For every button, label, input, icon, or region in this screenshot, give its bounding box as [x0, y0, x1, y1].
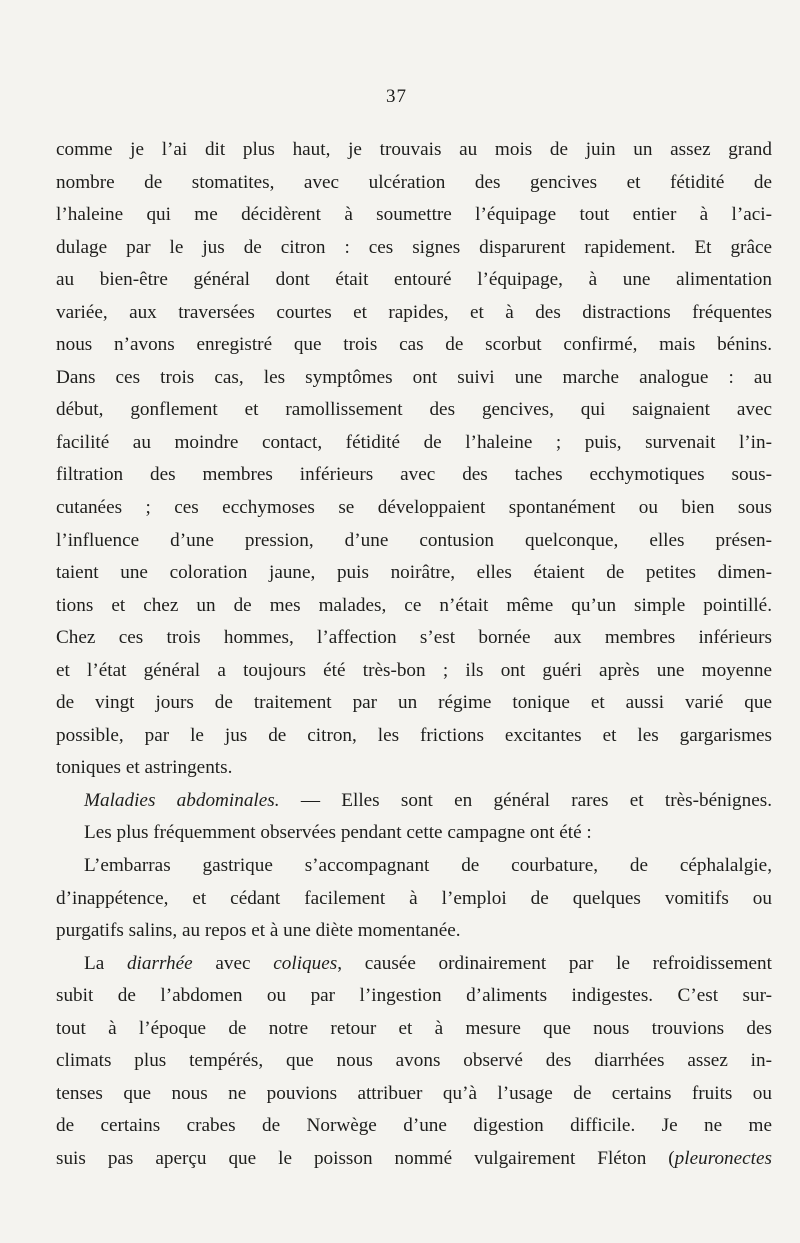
text-line: toniques et astringents.: [56, 757, 233, 779]
text-line: de certains crabes de Norwège d’une digestion difficile. Je ne me: [56, 1115, 772, 1137]
text-line: taient une coloration jaune, puis noirâtre, elles étaient de petites dimen-: [56, 562, 772, 584]
term-diarrhee: diarrhée: [126, 952, 193, 974]
paragraph-diarrhea: [56, 948, 772, 1176]
paragraph-abdominal: [56, 785, 772, 850]
heading-continuation: — Elles sont en général rares et très-bénignes.: [279, 789, 772, 811]
text-line: [56, 948, 772, 981]
text-line: début, gonflement et ramollissement des gencives, qui saignaient avec: [56, 399, 772, 421]
text-line: dulage par le jus de citron : ces signes disparurent rapidement. Et grâce: [56, 236, 772, 258]
text-line: tout à l’époque de notre retour et à mesure que nous trouvions des: [56, 1017, 772, 1039]
text-line: [56, 785, 772, 818]
paragraph-gastric: [56, 850, 772, 948]
text-line: de vingt jours de traitement par un régime tonique et aussi varié que: [56, 692, 772, 714]
body-text: [56, 134, 772, 1176]
lead-text: La: [84, 952, 127, 974]
text-line: d’inappétence, et cédant facilement à l’emploi de quelques vomitifs ou: [56, 887, 772, 909]
text-line: facilité au moindre contact, fétidité de l’haleine ; puis, survenait l’in-: [56, 431, 772, 453]
text-line: [56, 1143, 772, 1176]
text-line: au bien-être général dont était entouré l’équipage, à une alimentation: [56, 269, 772, 291]
text-line: tenses que nous ne pouvions attribuer qu’à l’usage de certains fruits ou: [56, 1082, 772, 1104]
term-pleuronectes: pleuronectes: [674, 1147, 772, 1169]
text-line: possible, par le jus de citron, les frictions excitantes et les gargarismes: [56, 724, 772, 746]
text-line: purgatifs salins, au repos et à une diète momentanée.: [56, 920, 461, 942]
text-line: L’embarras gastrique s’accompagnant de courbature, de céphalalgie,: [84, 855, 772, 877]
section-heading: Maladies abdominales.: [84, 789, 280, 811]
text-line: cutanées ; ces ecchymoses se développaient spontanément ou bien sous: [56, 497, 772, 519]
lead-rest-text: , causée ordinairement par le refroidissement: [337, 952, 772, 974]
text-line: nous n’avons enregistré que trois cas de scorbut confirmé, mais bénins.: [56, 334, 772, 356]
text-line: Les plus fréquemment observées pendant cette campagne ont été :: [84, 822, 592, 844]
tail-text: suis pas aperçu que le poisson nommé vulgairement Fléton (: [56, 1147, 675, 1169]
text-line: comme je l’ai dit plus haut, je trouvais au mois de juin un assez grand: [56, 139, 772, 160]
lead-mid-text: avec: [192, 952, 274, 974]
text-line: l’haleine qui me décidèrent à soumettre l’équipage tout entier à l’aci-: [56, 204, 772, 226]
text-line: l’influence d’une pression, d’une contusion quelconque, elles présen-: [56, 529, 772, 551]
text-line: Dans ces trois cas, les symptômes ont suivi une marche analogue : au: [56, 366, 772, 388]
paragraph-scurvy: [56, 134, 772, 785]
text-line: tions et chez un de mes malades, ce n’était même qu’un simple pointillé.: [56, 594, 772, 616]
text-line: climats plus tempérés, que nous avons observé des diarrhées assez in-: [56, 1050, 772, 1072]
page-number: 37: [386, 86, 407, 107]
text-line: subit de l’abdomen ou par l’ingestion d’aliments indigestes. C’est sur-: [56, 985, 772, 1007]
text-line: nombre de stomatites, avec ulcération des gencives et fétidité de: [56, 171, 772, 193]
text-line: et l’état général a toujours été très-bon ; ils ont guéri après une moyenne: [56, 659, 772, 681]
term-coliques: coliques: [273, 952, 338, 974]
text-line: Chez ces trois hommes, l’affection s’est bornée aux membres inférieurs: [56, 627, 772, 649]
text-line: filtration des membres inférieurs avec des taches ecchymotiques sous-: [56, 464, 772, 486]
text-line: variée, aux traversées courtes et rapides, et à des distractions fréquentes: [56, 301, 772, 323]
